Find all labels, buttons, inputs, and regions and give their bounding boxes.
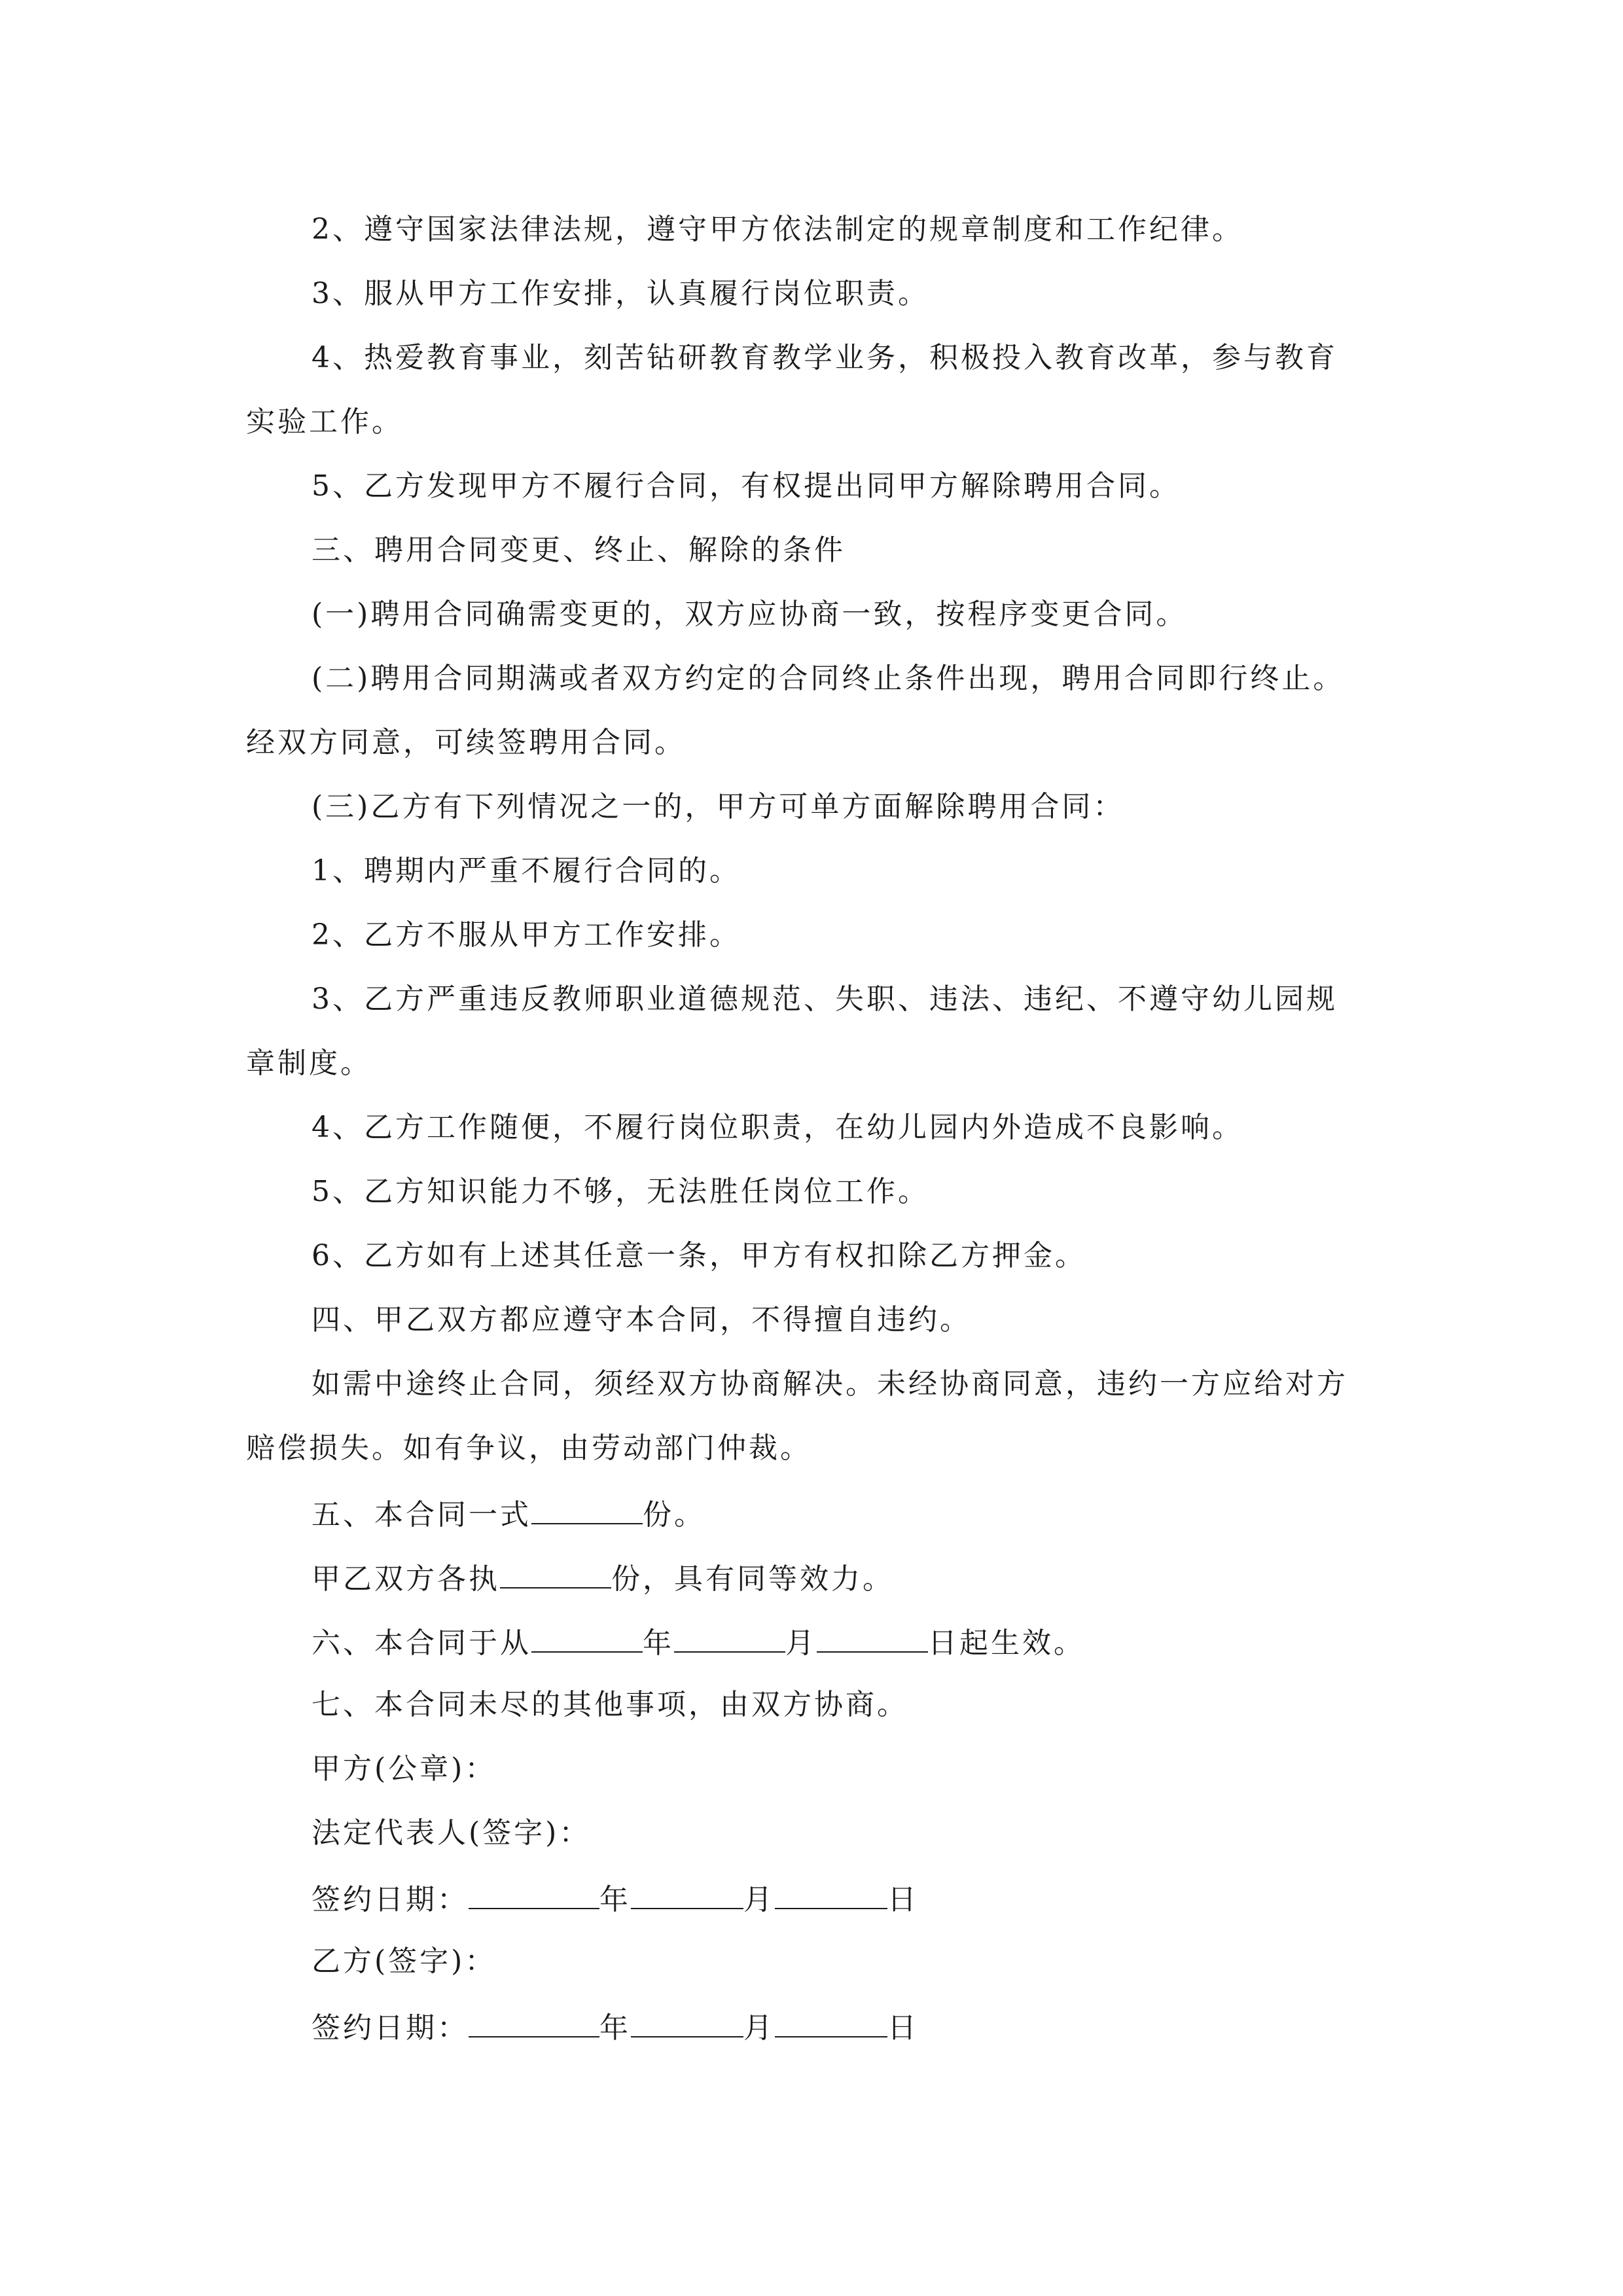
sign-date-a-year-blank[interactable] xyxy=(469,1874,599,1909)
case-6-line: 6、乙方如有上述其任意一条，甲方有权扣除乙方押金。 xyxy=(312,1239,1086,1272)
section-4-heading: 四、甲乙双方都应遵守本合同，不得擅自违约。 xyxy=(312,1303,971,1336)
obligation-4-line: 4、热爱教育事业，刻苦钻研教育教学业务，积极投入教育改革，参与教育 xyxy=(312,341,1338,374)
clause-b-continuation: 经双方同意，可续签聘用合同。 xyxy=(246,726,686,759)
case-3-line: 3、乙方严重违反教师职业道德规范、失职、违法、违纪、不遵守幼儿园规 xyxy=(312,982,1338,1016)
copies-prefix: 五、本合同一式 xyxy=(312,1498,531,1532)
each-holds-line xyxy=(246,1553,1398,1617)
case-1-line: 1、聘期内严重不履行合同的。 xyxy=(312,854,741,888)
clause-c-line: (三)乙方有下列情况之一的，甲方可单方面解除聘用合同： xyxy=(312,790,1125,823)
document-body xyxy=(246,206,1398,2066)
each-holds-prefix: 甲乙双方各执 xyxy=(312,1562,500,1596)
sign-date-b-year-label: 年 xyxy=(599,2011,631,2045)
sign-date-b-month-label: 月 xyxy=(743,2011,775,2045)
sign-date-b-month-blank[interactable] xyxy=(631,2002,743,2037)
party-a-seal-label: 甲方(公章)： xyxy=(312,1752,497,1785)
breach-continuation: 赔偿损失。如有争议，由劳动部门仲裁。 xyxy=(246,1431,812,1465)
case-5-line: 5、乙方知识能力不够，无法胜任岗位工作。 xyxy=(312,1175,929,1208)
obligation-2-line: 2、遵守国家法律法规，遵守甲方依法制定的规章制度和工作纪律。 xyxy=(312,213,1243,246)
sign-date-a-line xyxy=(246,1874,1398,1938)
effective-day-blank[interactable] xyxy=(817,1617,928,1653)
copies-count-blank[interactable] xyxy=(531,1489,643,1524)
effective-year-blank[interactable] xyxy=(531,1617,643,1653)
sign-date-a-label: 签约日期： xyxy=(312,1883,469,1916)
sign-date-a-month-label: 月 xyxy=(743,1883,775,1916)
each-holds-count-blank[interactable] xyxy=(500,1553,611,1588)
obligation-3-line: 3、服从甲方工作安排，认真履行岗位职责。 xyxy=(312,277,929,310)
party-b-signature-label: 乙方(签字)： xyxy=(312,1945,497,1978)
section-7-line: 七、本合同未尽的其他事项，由双方协商。 xyxy=(312,1688,908,1721)
sign-date-b-day-label: 日 xyxy=(887,2011,919,2045)
effective-month-blank[interactable] xyxy=(674,1617,785,1653)
obligation-5-line: 5、乙方发现甲方不履行合同，有权提出同甲方解除聘用合同。 xyxy=(312,469,1181,503)
sign-date-a-year-label: 年 xyxy=(599,1883,631,1916)
sign-date-a-day-label: 日 xyxy=(887,1883,919,1916)
effective-month-label: 月 xyxy=(785,1626,817,1660)
effective-suffix: 日起生效。 xyxy=(928,1626,1085,1660)
clause-b-line: (二)聘用合同期满或者双方约定的合同终止条件出现，聘用合同即行终止。 xyxy=(312,662,1345,695)
sign-date-b-label: 签约日期： xyxy=(312,2011,469,2045)
sign-date-a-month-blank[interactable] xyxy=(631,1874,743,1909)
case-3-continuation: 章制度。 xyxy=(246,1047,372,1080)
case-2-line: 2、乙方不服从甲方工作安排。 xyxy=(312,918,741,952)
copies-suffix: 份。 xyxy=(643,1498,705,1532)
breach-line: 如需中途终止合同，须经双方协商解决。未经协商同意，违约一方应给对方 xyxy=(312,1367,1348,1401)
clause-a-line: (一)聘用合同确需变更的，双方应协商一致，按程序变更合同。 xyxy=(312,598,1188,631)
sign-date-b-year-blank[interactable] xyxy=(469,2002,599,2037)
sign-date-b-day-blank[interactable] xyxy=(775,2002,887,2037)
obligation-4-continuation: 实验工作。 xyxy=(246,405,403,439)
case-4-line: 4、乙方工作随便，不履行岗位职责，在幼儿园内外造成不良影响。 xyxy=(312,1111,1243,1144)
legal-rep-signature-label: 法定代表人(签字)： xyxy=(312,1816,591,1850)
each-holds-suffix: 份，具有同等效力。 xyxy=(611,1562,894,1596)
effective-prefix: 六、本合同于从 xyxy=(312,1626,531,1660)
sign-date-a-day-blank[interactable] xyxy=(775,1874,887,1909)
sign-date-b-line xyxy=(246,2002,1398,2066)
effective-date-line xyxy=(246,1617,1398,1681)
copies-line xyxy=(246,1489,1398,1553)
section-3-heading: 三、聘用合同变更、终止、解除的条件 xyxy=(312,533,846,567)
effective-year-label: 年 xyxy=(643,1626,674,1660)
